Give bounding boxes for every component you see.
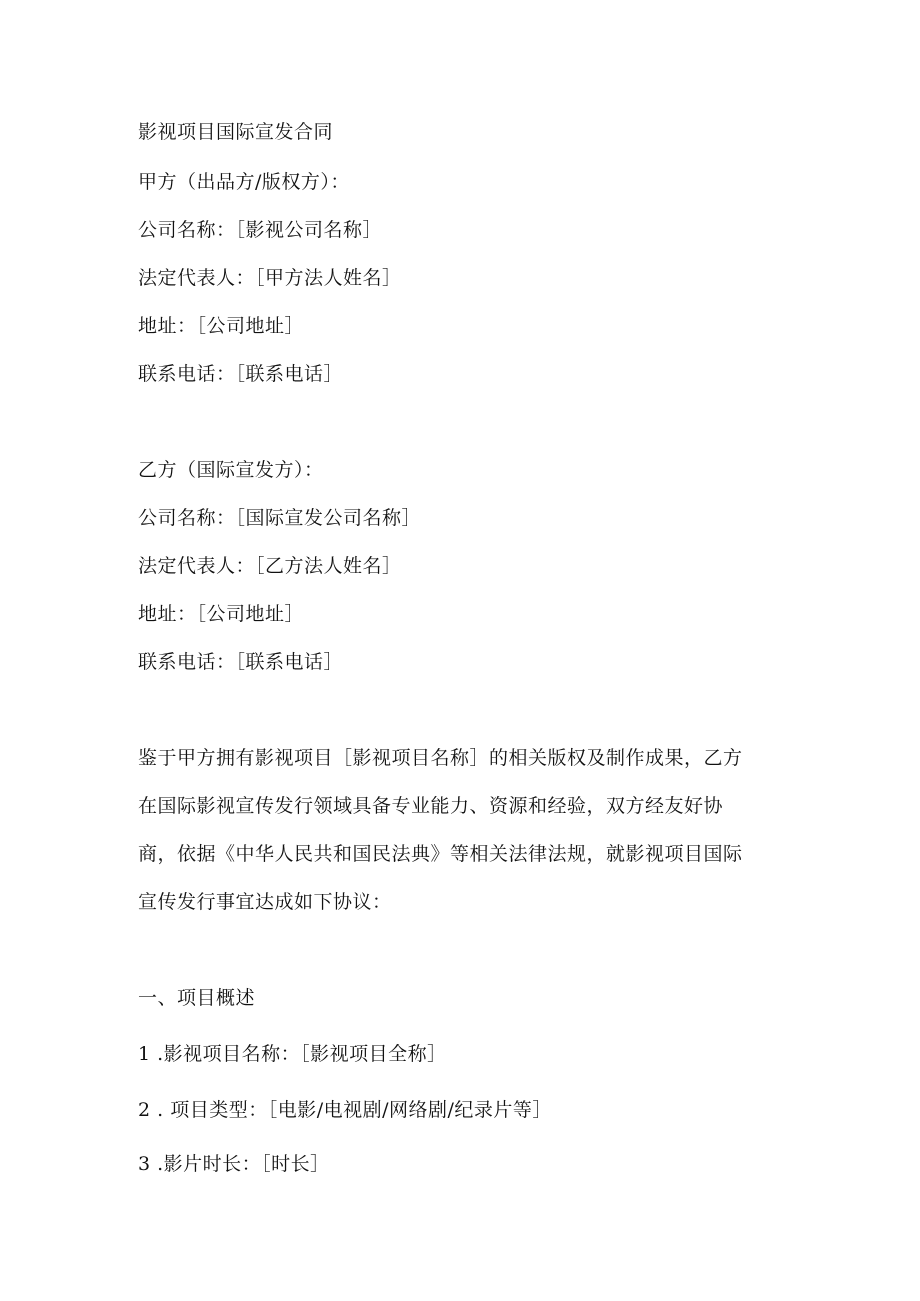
party-b-heading: 乙方（国际宣发方）： (138, 459, 324, 481)
party-a-company: 公司名称：［影视公司名称］ (138, 219, 383, 241)
party-a-heading: 甲方（出品方/版权方）： (138, 171, 350, 193)
preamble-line: 在国际影视宣传发行领域具备专业能力、资源和经验，双方经友好协 (138, 795, 724, 817)
party-b-address: 地址：［公司地址］ (138, 603, 305, 625)
party-b-representative: 法定代表人：［乙方法人姓名］ (138, 555, 402, 577)
preamble-line: 商，依据《中华人民共和国民法典》等相关法律法规，就影视项目国际 (138, 843, 743, 865)
section-1-item: 2 . 项目类型：［电影/电视剧/网络剧/纪录片等］ (138, 1099, 552, 1121)
preamble-line: 宣传发行事宜达成如下协议： (138, 891, 392, 913)
section-1-heading: 一、项目概述 (138, 987, 256, 1009)
contract-title: 影视项目国际宣发合同 (138, 121, 334, 143)
party-a-representative: 法定代表人：［甲方法人姓名］ (138, 267, 402, 289)
party-b-phone: 联系电话：［联系电话］ (138, 651, 344, 673)
section-1-item: 1 .影视项目名称：［影视项目全称］ (138, 1043, 447, 1065)
party-a-phone: 联系电话：［联系电话］ (138, 363, 344, 385)
section-1-item: 3 .影片时长：［时长］ (138, 1153, 330, 1175)
preamble-line: 鉴于甲方拥有影视项目［影视项目名称］的相关版权及制作成果，乙方 (138, 747, 743, 769)
party-a-address: 地址：［公司地址］ (138, 315, 305, 337)
party-b-company: 公司名称：［国际宣发公司名称］ (138, 507, 422, 529)
